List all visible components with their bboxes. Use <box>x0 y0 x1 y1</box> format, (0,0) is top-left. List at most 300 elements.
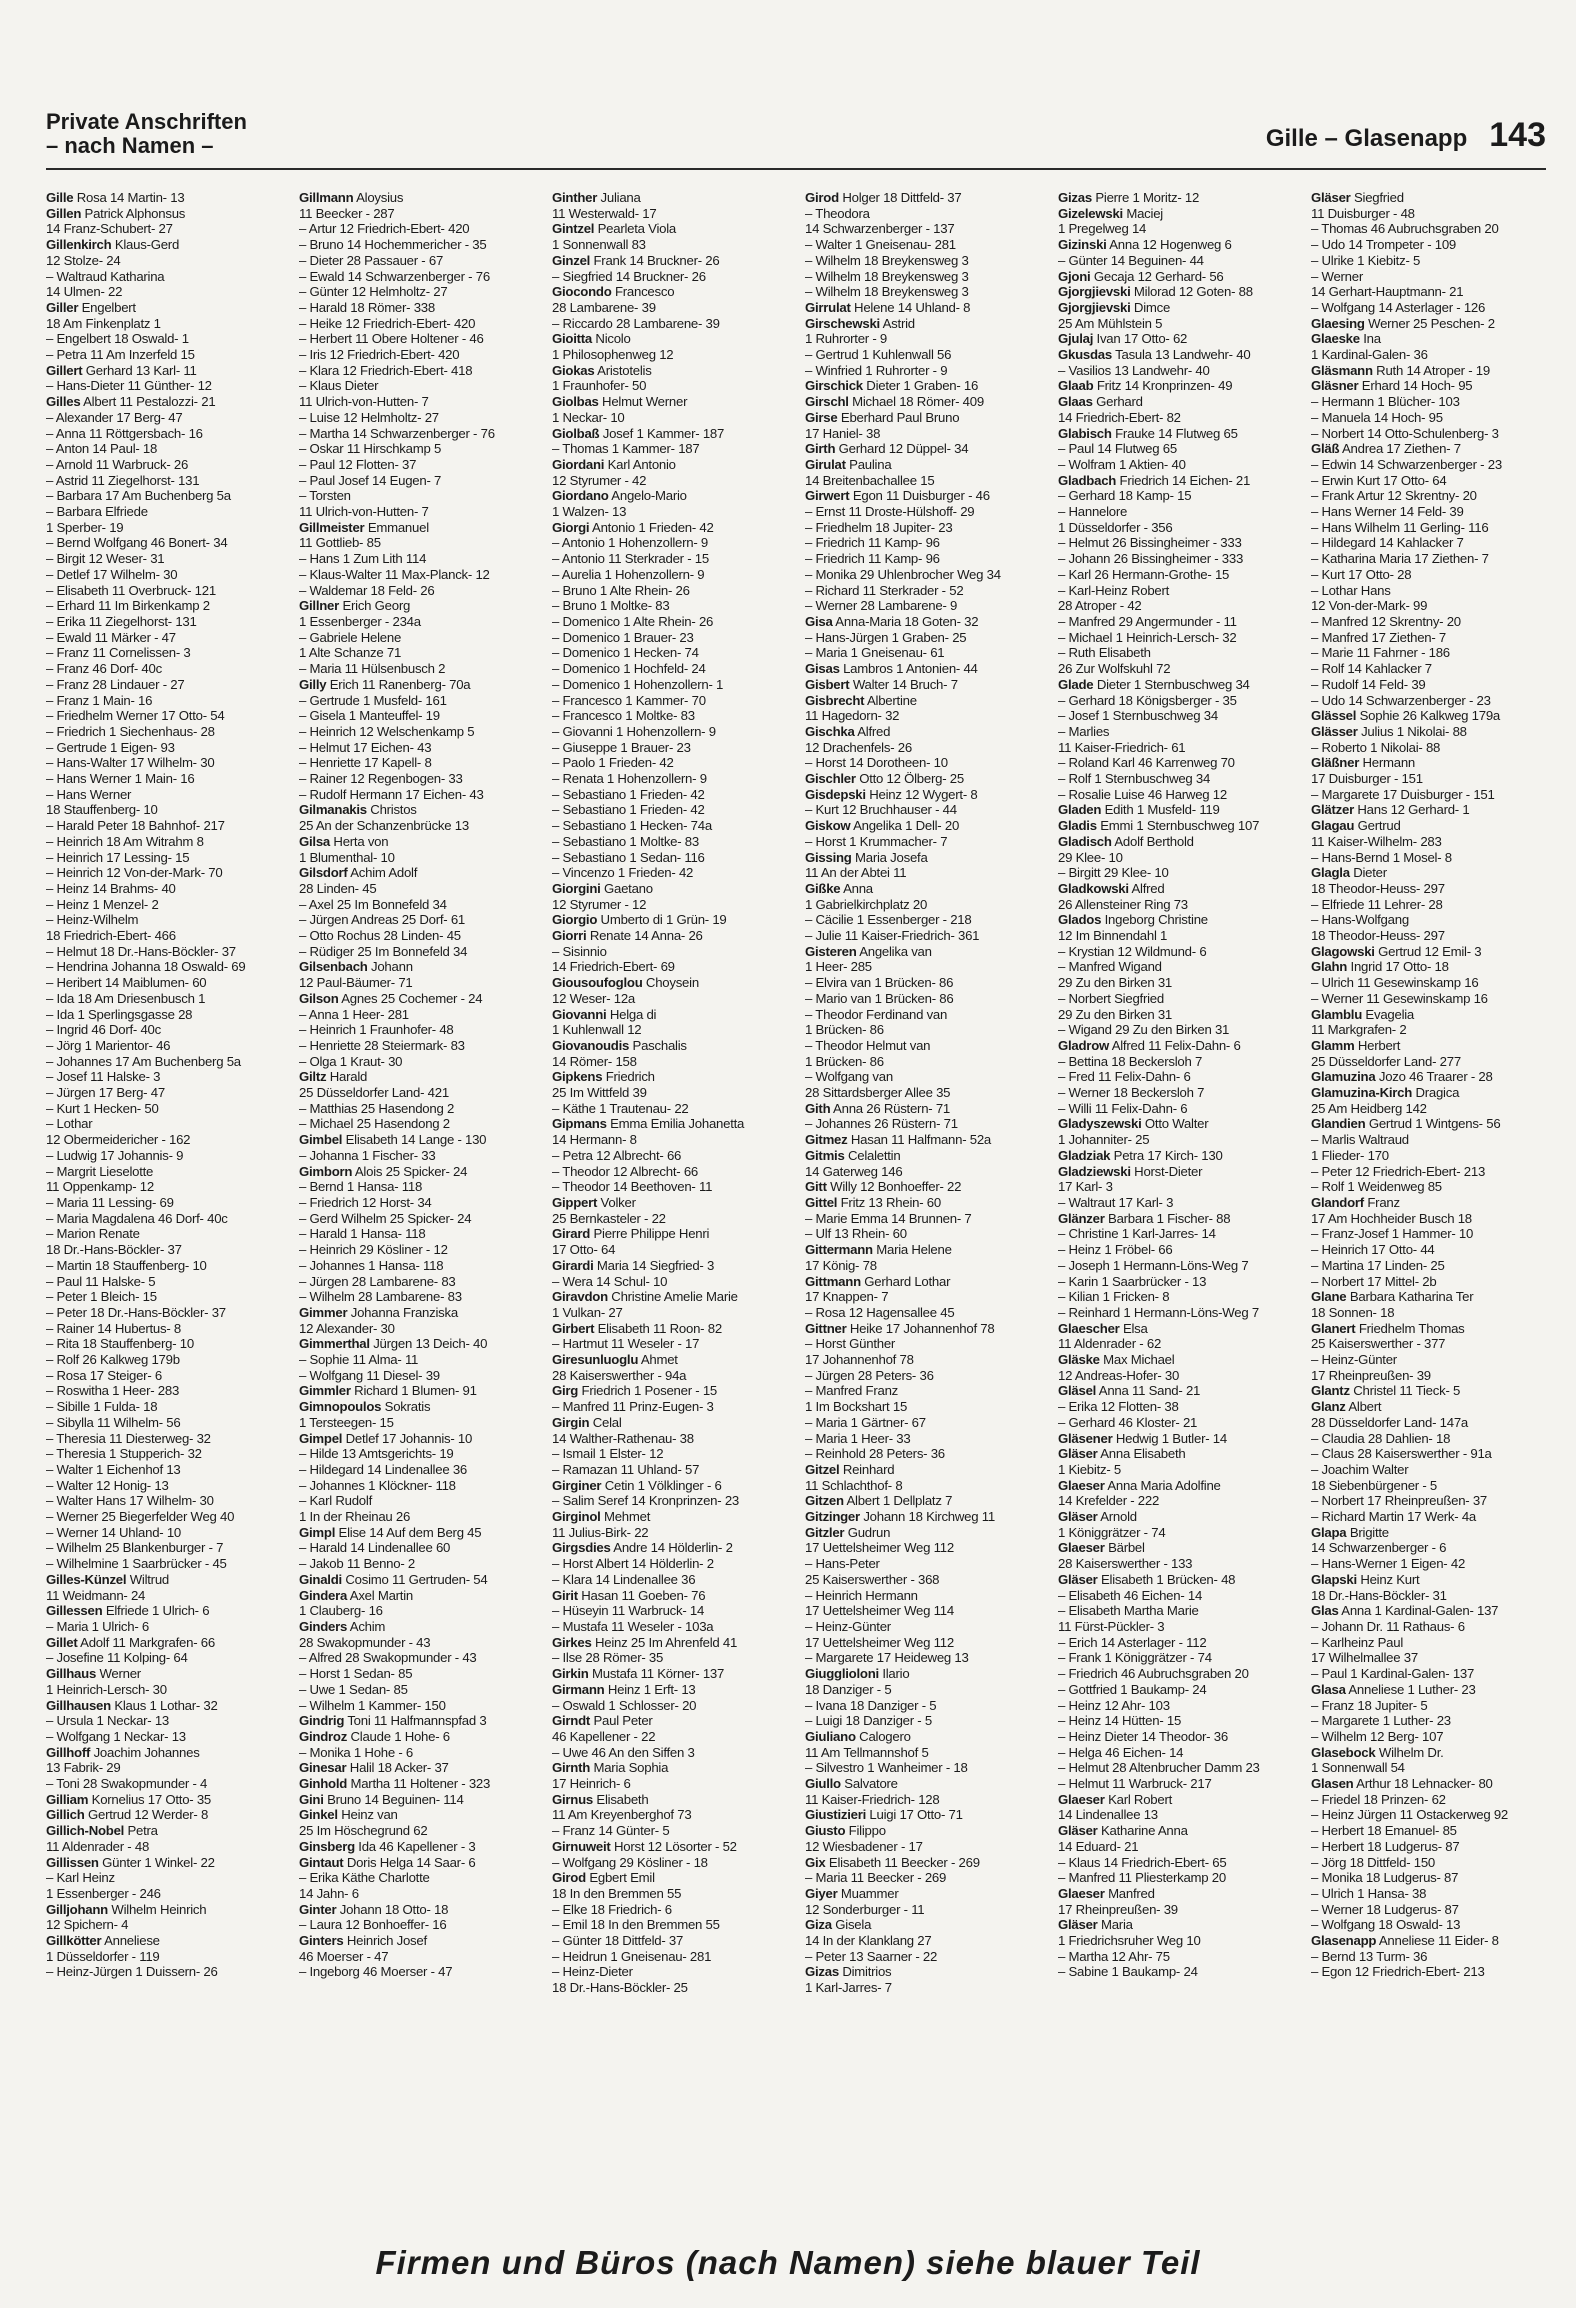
entry-surname: Glaeske <box>1311 331 1360 347</box>
entry-details: – Artur 12 Friedrich-Ebert- 420 <box>299 221 470 237</box>
directory-entry <box>1058 1368 1293 1384</box>
entry-surname: Gladrow <box>1058 1037 1110 1053</box>
directory-entry <box>46 881 281 897</box>
entry-details: 17 Duisburger - 151 <box>1311 771 1423 787</box>
entry-details: – Manfred 11 Pliesterkamp 20 <box>1058 1870 1226 1886</box>
entry-surname: Gillmann <box>299 190 354 205</box>
directory-column-4 <box>805 190 1040 2220</box>
directory-entry <box>805 1949 1040 1965</box>
directory-entry <box>299 1038 534 1054</box>
entry-details: 12 Sonderburger - 11 <box>805 1901 925 1917</box>
directory-entry <box>299 1886 534 1902</box>
directory-entry <box>46 630 281 646</box>
entry-details: – Hans Werner <box>46 786 132 802</box>
entry-details: – Hans-Dieter 11 Günther- 12 <box>46 378 212 394</box>
entry-details: – Hüseyin 11 Warbruck- 14 <box>552 1603 705 1619</box>
entry-details: – Richard Martin 17 Werk- 4a <box>1311 1509 1476 1525</box>
directory-entry <box>552 1886 787 1902</box>
directory-entry <box>1058 1195 1293 1211</box>
entry-details: – Heinrich 17 Otto- 44 <box>1311 1242 1435 1258</box>
directory-entry <box>805 1352 1040 1368</box>
entry-details: 18 Am Finkenplatz 1 <box>46 315 161 331</box>
entry-surname: Girbert <box>552 1320 595 1336</box>
directory-entry <box>805 269 1040 285</box>
entry-details: Elisabeth 11 Beecker - 269 <box>825 1854 980 1870</box>
entry-details: – Peter 13 Saarner - 22 <box>805 1948 938 1964</box>
directory-entry <box>552 551 787 567</box>
directory-entry <box>1311 1635 1546 1651</box>
entry-details: Antonio 1 Frieden- 42 <box>589 519 714 535</box>
directory-entry <box>552 897 787 913</box>
directory-entry <box>552 693 787 709</box>
entry-details: 17 Wilhelmallee 37 <box>1311 1650 1418 1666</box>
directory-entry <box>1311 331 1546 347</box>
entry-details: Karl Antonio <box>604 456 676 472</box>
directory-entry <box>552 1148 787 1164</box>
entry-surname: Gimpl <box>299 1524 336 1540</box>
entry-surname: Girit <box>552 1587 578 1603</box>
entry-surname: Gillhoff <box>46 1744 91 1760</box>
directory-entry <box>46 614 281 630</box>
entry-details: Andrea 17 Ziethen- 7 <box>1339 441 1461 457</box>
directory-entry <box>805 755 1040 771</box>
entry-details: Angelika van <box>856 943 932 959</box>
entry-details: – Paolo 1 Frieden- 42 <box>552 755 674 771</box>
entry-details: Celal <box>589 1414 622 1430</box>
entry-details: – Henriette 17 Kapell- 8 <box>299 755 432 771</box>
entry-details: – Bruno 1 Alte Rhein- 26 <box>552 582 690 598</box>
directory-entry <box>46 1415 281 1431</box>
directory-entry <box>46 991 281 1007</box>
entry-details: – Klaus-Walter 11 Max-Planck- 12 <box>299 566 490 582</box>
header-divider <box>46 168 1546 170</box>
entry-details: Dieter <box>1349 865 1387 881</box>
directory-entry <box>1058 959 1293 975</box>
entry-surname: Gillen <box>46 205 82 221</box>
page-number: 143 <box>1489 116 1546 154</box>
directory-entry <box>805 1054 1040 1070</box>
directory-entry <box>299 614 534 630</box>
entry-details: – Rudolf Hermann 17 Eichen- 43 <box>299 786 484 802</box>
entry-details: Claude 1 Hohe- 6 <box>347 1728 450 1744</box>
directory-entry <box>299 1776 534 1792</box>
directory-entry <box>46 1588 281 1604</box>
directory-entry <box>1311 1211 1546 1227</box>
directory-entry <box>805 394 1040 410</box>
entry-details: – Hans-Werner 1 Eigen- 42 <box>1311 1556 1466 1572</box>
directory-entry <box>299 598 534 614</box>
directory-entry <box>1058 1792 1293 1808</box>
directory-entry <box>46 488 281 504</box>
directory-entry <box>1311 378 1546 394</box>
directory-entry <box>299 630 534 646</box>
directory-entry <box>299 787 534 803</box>
entry-details: – Gottfried 1 Baukamp- 24 <box>1058 1681 1207 1697</box>
entry-surname: Girmann <box>552 1681 605 1697</box>
directory-entry <box>299 1368 534 1384</box>
entry-details: – Theodor 12 Albrecht- 66 <box>552 1163 698 1179</box>
directory-entry <box>805 630 1040 646</box>
entry-details: 1 Karl-Jarres- 7 <box>805 1980 892 1996</box>
entry-details: – Wilhelm 12 Berg- 107 <box>1311 1728 1444 1744</box>
entry-details: – Sebastiano 1 Moltke- 83 <box>552 833 699 849</box>
entry-details: Gerhard 12 Düppel- 34 <box>835 441 969 457</box>
directory-entry <box>1311 944 1546 960</box>
entry-details: Wilhelm Heinrich <box>107 1901 207 1917</box>
directory-entry <box>1311 740 1546 756</box>
directory-entry <box>299 1289 534 1305</box>
entry-details: – Martin 18 Stauffenberg- 10 <box>46 1257 207 1273</box>
directory-entry <box>46 1022 281 1038</box>
directory-entry <box>1058 755 1293 771</box>
entry-details: – Klaus 14 Friedrich-Ebert- 65 <box>1058 1854 1227 1870</box>
entry-surname: Giza <box>805 1917 832 1933</box>
entry-details: – Bernd 13 Turm- 36 <box>1311 1948 1428 1964</box>
entry-surname: Glasenapp <box>1311 1933 1377 1949</box>
entry-details: Petra <box>124 1823 158 1839</box>
entry-details: Willy 12 Bonhoeffer- 22 <box>826 1179 962 1195</box>
directory-entry <box>552 1760 787 1776</box>
entry-details: – Friedel 18 Prinzen- 62 <box>1311 1791 1446 1807</box>
entry-details: – Ruth Elisabeth <box>1058 645 1151 661</box>
entry-details: Fritz 13 Rhein- 60 <box>837 1195 941 1210</box>
entry-surname: Giordani <box>552 456 605 472</box>
directory-entry <box>552 378 787 394</box>
directory-entry <box>1311 1509 1546 1525</box>
section-title-line2: – nach Namen – <box>46 133 214 158</box>
entry-details: 1 Friedrichsruher Weg 10 <box>1058 1933 1201 1949</box>
entry-details: Harald <box>326 1069 368 1085</box>
directory-entry <box>1311 535 1546 551</box>
entry-details: – Roland Karl 46 Karrenweg 70 <box>1058 755 1235 771</box>
entry-details: 11 Aldenrader - 48 <box>46 1838 150 1854</box>
entry-details: Heike 17 Johannenhof 78 <box>846 1320 995 1336</box>
entry-details: 1 Tersteegen- 15 <box>299 1414 394 1430</box>
entry-surname: Giugglioloni <box>805 1666 879 1682</box>
entry-details: – Monika 1 Hohe - 6 <box>299 1744 414 1760</box>
entry-details: – Anton 14 Paul- 18 <box>46 441 158 457</box>
entry-details: – Wolfram 1 Aktien- 40 <box>1058 456 1186 472</box>
entry-details: – Joseph 1 Hermann-Löns-Weg 7 <box>1058 1257 1249 1273</box>
directory-entry <box>805 1666 1040 1682</box>
entry-details: – Hans-Peter <box>805 1556 880 1572</box>
entry-surname: Gippert <box>552 1195 598 1210</box>
directory-entry <box>1311 1525 1546 1541</box>
entry-details: – Josefine 11 Kolping- 64 <box>46 1650 188 1666</box>
entry-details: – Manfred 17 Ziethen- 7 <box>1311 629 1446 645</box>
entry-details: – Thomas 46 Aubruchsgraben 20 <box>1311 221 1499 237</box>
directory-entry <box>1311 1446 1546 1462</box>
entry-details: – Gerd Wilhelm 25 Spicker- 24 <box>299 1210 472 1226</box>
directory-entry <box>552 504 787 520</box>
entry-details: – Heinz-Günter <box>805 1618 891 1634</box>
entry-details: – Hildegard 14 Lindenallee 36 <box>299 1461 467 1477</box>
directory-entry <box>805 457 1040 473</box>
directory-entry <box>1058 535 1293 551</box>
directory-entry <box>46 1729 281 1745</box>
entry-surname: Giorgini <box>552 880 601 896</box>
entry-details: Anneliese 11 Eider- 8 <box>1376 1933 1499 1949</box>
entry-details: – Josef 11 Halske- 3 <box>46 1069 161 1085</box>
directory-entry <box>1058 1054 1293 1070</box>
entry-details: – Wilhelm 1 Kammer- 150 <box>299 1697 446 1713</box>
entry-details: 17 Johannenhof 78 <box>805 1352 914 1368</box>
directory-entry <box>805 802 1040 818</box>
directory-entry <box>299 1399 534 1415</box>
entry-details: – Bernd Wolfgang 46 Bonert- 34 <box>46 535 228 551</box>
directory-entry <box>299 363 534 379</box>
entry-details: Max Michael <box>1099 1352 1175 1368</box>
directory-entry <box>299 740 534 756</box>
entry-surname: Girnth <box>552 1760 591 1776</box>
entry-details: – Reinhard 1 Hermann-Löns-Weg 7 <box>1058 1304 1259 1320</box>
directory-entry <box>46 1556 281 1572</box>
entry-details: 11 Am Tellmannshof 5 <box>805 1744 929 1760</box>
directory-entry <box>46 1368 281 1384</box>
entry-details: Ingeborg Christine <box>1101 912 1208 928</box>
entry-details: – Wera 14 Schul- 10 <box>552 1273 668 1289</box>
entry-details: – Hilde 13 Amtsgerichts- 19 <box>299 1446 454 1462</box>
entry-details: 1 Essenberger - 246 <box>46 1885 161 1901</box>
directory-entry <box>552 1666 787 1682</box>
entry-details: Holger 18 Dittfeld- 37 <box>838 190 962 205</box>
entry-details: 25 Bernkasteler - 22 <box>552 1210 666 1226</box>
directory-entry <box>299 724 534 740</box>
entry-surname: Giresunluoglu <box>552 1352 639 1368</box>
directory-entry <box>46 1682 281 1698</box>
directory-entry <box>1311 410 1546 426</box>
directory-entry <box>1058 1462 1293 1478</box>
entry-details: 1 Pregelweg 14 <box>1058 221 1147 237</box>
entry-surname: Glasa <box>1311 1681 1346 1697</box>
entry-details: – Margarete 17 Heideweg 13 <box>805 1650 969 1666</box>
entry-details: – Ida 1 Sperlingsgasse 28 <box>46 1006 193 1022</box>
directory-entry <box>805 253 1040 269</box>
entry-details: – Erich 14 Asterlager - 112 <box>1058 1634 1207 1650</box>
entry-details: – Ulrich 11 Gesewinskamp 16 <box>1311 975 1479 991</box>
entry-details: 25 Kaiserswerther - 368 <box>805 1571 940 1587</box>
directory-entry <box>552 1509 787 1525</box>
directory-entry <box>46 1572 281 1588</box>
directory-entry <box>1311 488 1546 504</box>
entry-details: – Lothar <box>46 1116 93 1132</box>
entry-details: – Ingeborg 46 Moerser - 47 <box>299 1964 453 1980</box>
entry-details: – Paul 12 Flotten- 37 <box>299 456 417 472</box>
entry-surname: Gladisch <box>1058 833 1112 849</box>
directory-entry <box>1058 1085 1293 1101</box>
directory-entry <box>46 1352 281 1368</box>
entry-details: – Matthias 25 Hasendong 2 <box>299 1100 455 1116</box>
directory-entry <box>46 300 281 316</box>
directory-entry <box>1311 975 1546 991</box>
entry-details: 1 Düsseldorfer - 356 <box>1058 519 1173 535</box>
directory-entry <box>1058 1870 1293 1886</box>
entry-details: Elsa <box>1119 1320 1148 1336</box>
directory-entry <box>299 1431 534 1447</box>
entry-details: Mehmet <box>600 1509 651 1525</box>
directory-entry <box>552 1572 787 1588</box>
directory-entry <box>1058 441 1293 457</box>
entry-details: Anna 1 Kardinal-Galen- 137 <box>1338 1603 1499 1619</box>
directory-entry <box>805 897 1040 913</box>
entry-details: – Antonio 11 Sterkrader - 15 <box>552 551 709 567</box>
entry-surname: Glane <box>1311 1289 1347 1305</box>
directory-entry <box>299 1619 534 1635</box>
directory-entry <box>1311 802 1546 818</box>
directory-entry <box>805 1619 1040 1635</box>
entry-surname: Gitmez <box>805 1132 848 1148</box>
entry-details: Anna <box>840 880 873 896</box>
entry-details: Franz <box>1363 1195 1400 1210</box>
entry-details: – Manfred 29 Angermunder - 11 <box>1058 613 1237 629</box>
entry-details: 14 Römer- 158 <box>552 1053 637 1069</box>
directory-entry <box>805 1195 1040 1211</box>
entry-details: – Harald 14 Lindenallee 60 <box>299 1540 451 1556</box>
section-title <box>46 110 247 158</box>
entry-details: – Maria 1 Ulrich- 6 <box>46 1618 149 1634</box>
entry-details: – Jörg 18 Dittfeld- 150 <box>1311 1854 1436 1870</box>
entry-details: 14 Franz-Schubert- 27 <box>46 221 173 237</box>
directory-entry <box>299 677 534 693</box>
entry-details: Hermann <box>1359 755 1415 771</box>
directory-entry <box>552 1698 787 1714</box>
entry-surname: Gillert <box>46 362 83 378</box>
entry-details: – Friedrich 11 Kamp- 96 <box>805 535 940 551</box>
directory-entry <box>46 1085 281 1101</box>
entry-details: Heinz 12 Wygert- 8 <box>865 786 978 802</box>
directory-entry <box>1058 1949 1293 1965</box>
directory-entry <box>805 708 1040 724</box>
entry-details: – Hannelore <box>1058 504 1128 520</box>
directory-entry <box>552 1415 787 1431</box>
entry-details: 1 Kuhlenwall 12 <box>552 1022 642 1038</box>
directory-entry <box>1311 693 1546 709</box>
entry-details: – Erika Käthe Charlotte <box>299 1870 430 1886</box>
directory-entry <box>805 1870 1040 1886</box>
directory-entry <box>299 944 534 960</box>
directory-entry <box>552 975 787 991</box>
entry-details: – Riccardo 28 Lambarene- 39 <box>552 315 720 331</box>
directory-entry <box>46 1007 281 1023</box>
directory-entry <box>1311 300 1546 316</box>
entry-details: – Werner <box>1311 268 1363 284</box>
directory-entry <box>805 1917 1040 1933</box>
directory-entry <box>46 1321 281 1337</box>
directory-entry <box>552 1101 787 1117</box>
entry-details: – Josef 1 Sternbuschweg 34 <box>1058 708 1218 724</box>
directory-entry <box>805 1776 1040 1792</box>
entry-surname: Girulat <box>805 456 846 472</box>
directory-entry <box>1058 473 1293 489</box>
directory-entry <box>1311 1022 1546 1038</box>
directory-entry <box>1058 504 1293 520</box>
directory-entry <box>552 488 787 504</box>
entry-details: Erich Georg <box>339 598 411 614</box>
directory-entry <box>46 583 281 599</box>
entry-details: 11 An der Abtei 11 <box>805 865 907 881</box>
entry-surname: Gittner <box>805 1320 847 1336</box>
entry-details: Anneliese 1 Luther- 23 <box>1345 1681 1476 1697</box>
entry-details: 11 Kaiser-Friedrich- 128 <box>805 1791 940 1807</box>
directory-entry <box>46 1917 281 1933</box>
directory-entry <box>46 1274 281 1290</box>
entry-details: – Kurt 17 Otto- 28 <box>1311 566 1412 582</box>
directory-entry <box>805 535 1040 551</box>
entry-details: – Werner 11 Gesewinskamp 16 <box>1311 990 1488 1006</box>
entry-details: Heinz 1 Erft- 13 <box>604 1681 696 1697</box>
entry-surname: Gisdepski <box>805 786 866 802</box>
directory-entry <box>1058 551 1293 567</box>
directory-entry <box>552 363 787 379</box>
entry-details: – Manuela 14 Hoch- 95 <box>1311 409 1443 425</box>
entry-details: – Monika 29 Uhlenbrocher Weg 34 <box>805 566 1001 582</box>
entry-details: Helmut Werner <box>598 394 688 410</box>
entry-surname: Gläsmann <box>1311 362 1373 378</box>
entry-details: – Salim Seref 14 Kronprinzen- 23 <box>552 1493 739 1509</box>
entry-surname: Glados <box>1058 912 1102 928</box>
entry-details: – Antonio 1 Hohenzollern- 9 <box>552 535 709 551</box>
entry-surname: Giolbaß <box>552 425 600 441</box>
entry-details: 14 Eduard- 21 <box>1058 1838 1139 1854</box>
directory-entry <box>299 441 534 457</box>
directory-entry <box>552 1368 787 1384</box>
entry-details: Richard 1 Blumen- 91 <box>350 1383 477 1399</box>
entry-surname: Glanert <box>1311 1320 1356 1336</box>
entry-details: Anna 12 Hogenweg 6 <box>1106 237 1232 253</box>
directory-entry <box>46 1132 281 1148</box>
entry-details: 28 Lambarene- 39 <box>552 299 656 315</box>
entry-details: 18 Dr.-Hans-Böckler- 25 <box>552 1980 688 1996</box>
entry-surname: Gilljohann <box>46 1901 108 1917</box>
entry-surname: Giullo <box>805 1776 841 1792</box>
entry-details: Adolf 11 Markgrafen- 66 <box>77 1634 215 1650</box>
directory-entry <box>805 1446 1040 1462</box>
entry-surname: Gilsenbach <box>299 959 368 975</box>
entry-details: – Bernd 1 Hansa- 118 <box>299 1179 423 1195</box>
entry-details: Gecaja 12 Gerhard- 56 <box>1090 268 1224 284</box>
entry-details: – Wolfgang 1 Neckar- 13 <box>46 1728 186 1744</box>
directory-entry <box>1058 426 1293 442</box>
entry-details: Egbert Emil <box>585 1870 655 1886</box>
directory-entry <box>1058 645 1293 661</box>
directory-entry <box>1311 363 1546 379</box>
entry-surname: Gitzler <box>805 1524 845 1540</box>
directory-entry <box>805 1980 1040 1996</box>
directory-entry <box>299 1933 534 1949</box>
directory-entry <box>299 1101 534 1117</box>
directory-entry <box>552 1336 787 1352</box>
entry-surname: Girth <box>805 441 836 457</box>
entry-details: Gerhard 13 Karl- 11 <box>82 362 197 378</box>
entry-details: Johann 18 Otto- 18 <box>336 1901 449 1917</box>
entry-surname: Gläske <box>1058 1352 1100 1368</box>
directory-entry <box>1058 1745 1293 1761</box>
entry-surname: Glamm <box>1311 1037 1355 1053</box>
entry-details: – Werner 25 Biegerfelder Weg 40 <box>46 1509 235 1525</box>
directory-entry <box>552 253 787 269</box>
entry-surname: Giocondo <box>552 284 612 300</box>
entry-surname: Gläser <box>1058 1823 1098 1839</box>
entry-surname: Glapski <box>1311 1571 1357 1587</box>
directory-entry <box>46 1305 281 1321</box>
entry-details: Emmi 1 Sternbuschweg 107 <box>1096 818 1260 834</box>
entry-details: – Manfred 11 Prinz-Eugen- 3 <box>552 1399 714 1415</box>
directory-entry <box>1311 1038 1546 1054</box>
entry-surname: Glässel <box>1311 708 1357 724</box>
entry-details: 28 Linden- 45 <box>299 880 377 896</box>
entry-surname: Glamblu <box>1311 1006 1363 1022</box>
directory-entry <box>1058 347 1293 363</box>
